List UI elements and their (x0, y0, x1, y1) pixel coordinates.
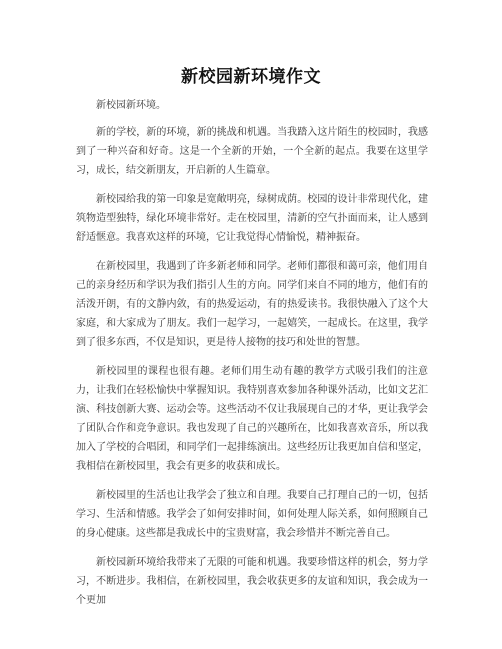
paragraph-2: 新校园给我的第一印象是宽敞明亮，绿树成荫。校园的设计非常现代化，建筑物造型独特，绿化环境非常好。走在校园里，清新的空气扑面而来，让人感到舒适惬意。我喜欢这样的环境，它让我觉得心情愉悦，精神振奋。 (76, 194, 428, 243)
paragraph-3: 在新校园里，我遇到了许多新老师和同学。老师们都很和蔼可亲，他们用自己的亲身经历和学识为我们指引人生的方向。同学们来自不同的地方，他们有的活泼开朗，有的文静内敛，有的热爱运动，有的热爱读书。我很快融入了这个大家庭，和大家成为了朋友。我们一起学习，一起嬉笑，一起成长。在这里，我学到了很多东西，不仅是知识，更是待人接物的技巧和处世的智慧。 (76, 261, 428, 348)
paragraph-6: 新校园新环境给我带来了无限的可能和机遇。我要珍惜这样的机会，努力学习，不断进步。我相信，在新校园里，我会收获更多的友谊和知识，我会成为一个更加 (76, 557, 428, 606)
paragraph-4: 新校园里的课程也很有趣。老师们用生动有趣的教学方式吸引我们的注意力，让我们在轻松愉快中掌握知识。我特别喜欢参加各种课外活动，比如文艺汇演、科技创新大赛、运动会等。这些活动不仅让我展现自己的才华，更让我学会了团队合作和竞争意识。我也发现了自己的兴趣所在，比如我喜欢音乐，所以我加入了学校的合唱团，和同学们一起排练演出。这些经历让我更加自信和坚定，我相信在新校园里，我会有更多的收获和成长。 (76, 366, 428, 472)
paragraph-1: 新的学校，新的环境，新的挑战和机遇。当我踏入这片陌生的校园时，我感到了一种兴奋和好奇。这是一个全新的开始，一个全新的起点。我要在这里学习，成长，结交新朋友，开启新的人生篇章。 (76, 127, 428, 176)
paragraph-5: 新校园里的生活也让我学会了独立和自理。我要自己打理自己的一切，包括学习、生活和情感。我学会了如何安排时间，如何处理人际关系，如何照顾自己的身心健康。这些都是我成长中的宝贵财富，我会珍惜并不断完善自己。 (76, 490, 428, 539)
document-body (76, 96, 428, 620)
document-title: 新校园新环境作文 (181, 67, 321, 87)
paragraph-intro: 新校园新环境。 (96, 100, 166, 111)
